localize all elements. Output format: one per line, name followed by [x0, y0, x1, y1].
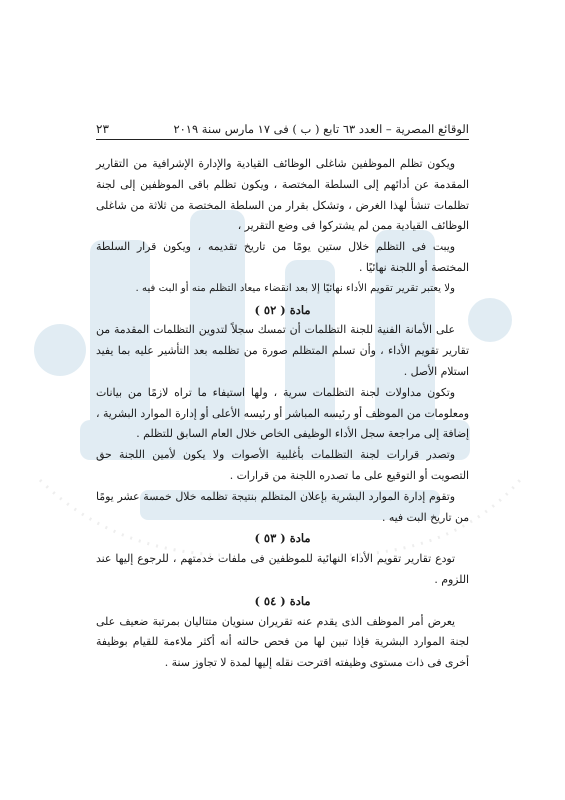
paragraph: وتصدر قرارات لجنة التظلمات بأغلبية الأصوات ولا يكون لأمين اللجنة حق التصويت أو التوقيع على ما تصدره اللجنة من قرارات . [96, 448, 469, 482]
gazette-page [96, 112, 469, 674]
article-heading: مادة ( ٥٣ ) [254, 531, 311, 546]
document-body [96, 154, 469, 674]
paragraph: وتكون مداولات لجنة التظلمات سرية ، ولها استيفاء ما تراه لازمًا من بيانات ومعلومات من الموظف أو رئيسه المباشر أو رئيسه الأعلى أو إدارة الموارد البشرية ، إضافة إلى مراجعة سجل الأداء الوظيفى الخاص خلال العام السابق للتظلم . [96, 385, 469, 441]
paragraph: تودع تقارير تقويم الأداء النهائية للموظفين فى ملفات خدمتهم ، للرجوع إليها عند اللزوم . [96, 552, 469, 586]
paragraph: على الأمانة الفنية للجنة التظلمات أن تمسك سجلاً لتدوين التظلمات المقدمة من تقارير تقويم الأداء ، وأن تسلم المتظلم صورة من تظلمه بعد التأشير عليه بما يفيد استلام الأصل . [96, 323, 469, 378]
article-heading: مادة ( ٥٤ ) [254, 593, 311, 608]
header-title: الوقائع المصرية – العدد ٦٣ تابع ( ب ) فى ١٧ مارس سنة ٢٠١٩ [173, 122, 469, 136]
page-header [96, 112, 469, 140]
article-heading: مادة ( ٥٢ ) [254, 302, 311, 317]
paragraph: يعرض أمر الموظف الذى يقدم عنه تقريران سنويان متتاليان بمرتبة ضعيف على لجنة الموارد البشرية فإذا تبين لها من فحص حالته أنه أكثر ملاءمة للقيام بوظيفة أخرى فى ذات مستوى وظيفته اقترحت نقله إليها لمدة لا تجاوز سنة . [96, 614, 469, 670]
paragraph: وتقوم إدارة الموارد البشرية بإعلان المتظلم بنتيجة تظلمه خلال خمسة عشر يومًا من تاريخ البت فيه . [96, 489, 469, 524]
paragraph: ولا يعتبر تقرير تقويم الأداء نهائيًا إلا بعد انقضاء ميعاد التظلم منه أو البت فيه . [135, 282, 455, 294]
paragraph: ويكون تظلم الموظفين شاغلى الوظائف القيادية والإدارة الإشرافية من التقارير المقدمة عن أدائهم إلى السلطة المختصة ، ويكون تظلم باقى الموظفين إلى لجنة تظلمات تنشأ لهذا الغرض ، وتشكل بقرار من السلطة المختصة من ثلاثة من شاغلى الوظائف القيادية ممن لم يشتركوا فى وضع التقرير ، [96, 157, 469, 233]
page-number: ٢٣ [96, 122, 109, 136]
paragraph: ويبت فى التظلم خلال ستين يومًا من تاريخ تقديمه ، ويكون قرار السلطة المختصة أو اللجنة نهائيًا . [96, 240, 469, 274]
